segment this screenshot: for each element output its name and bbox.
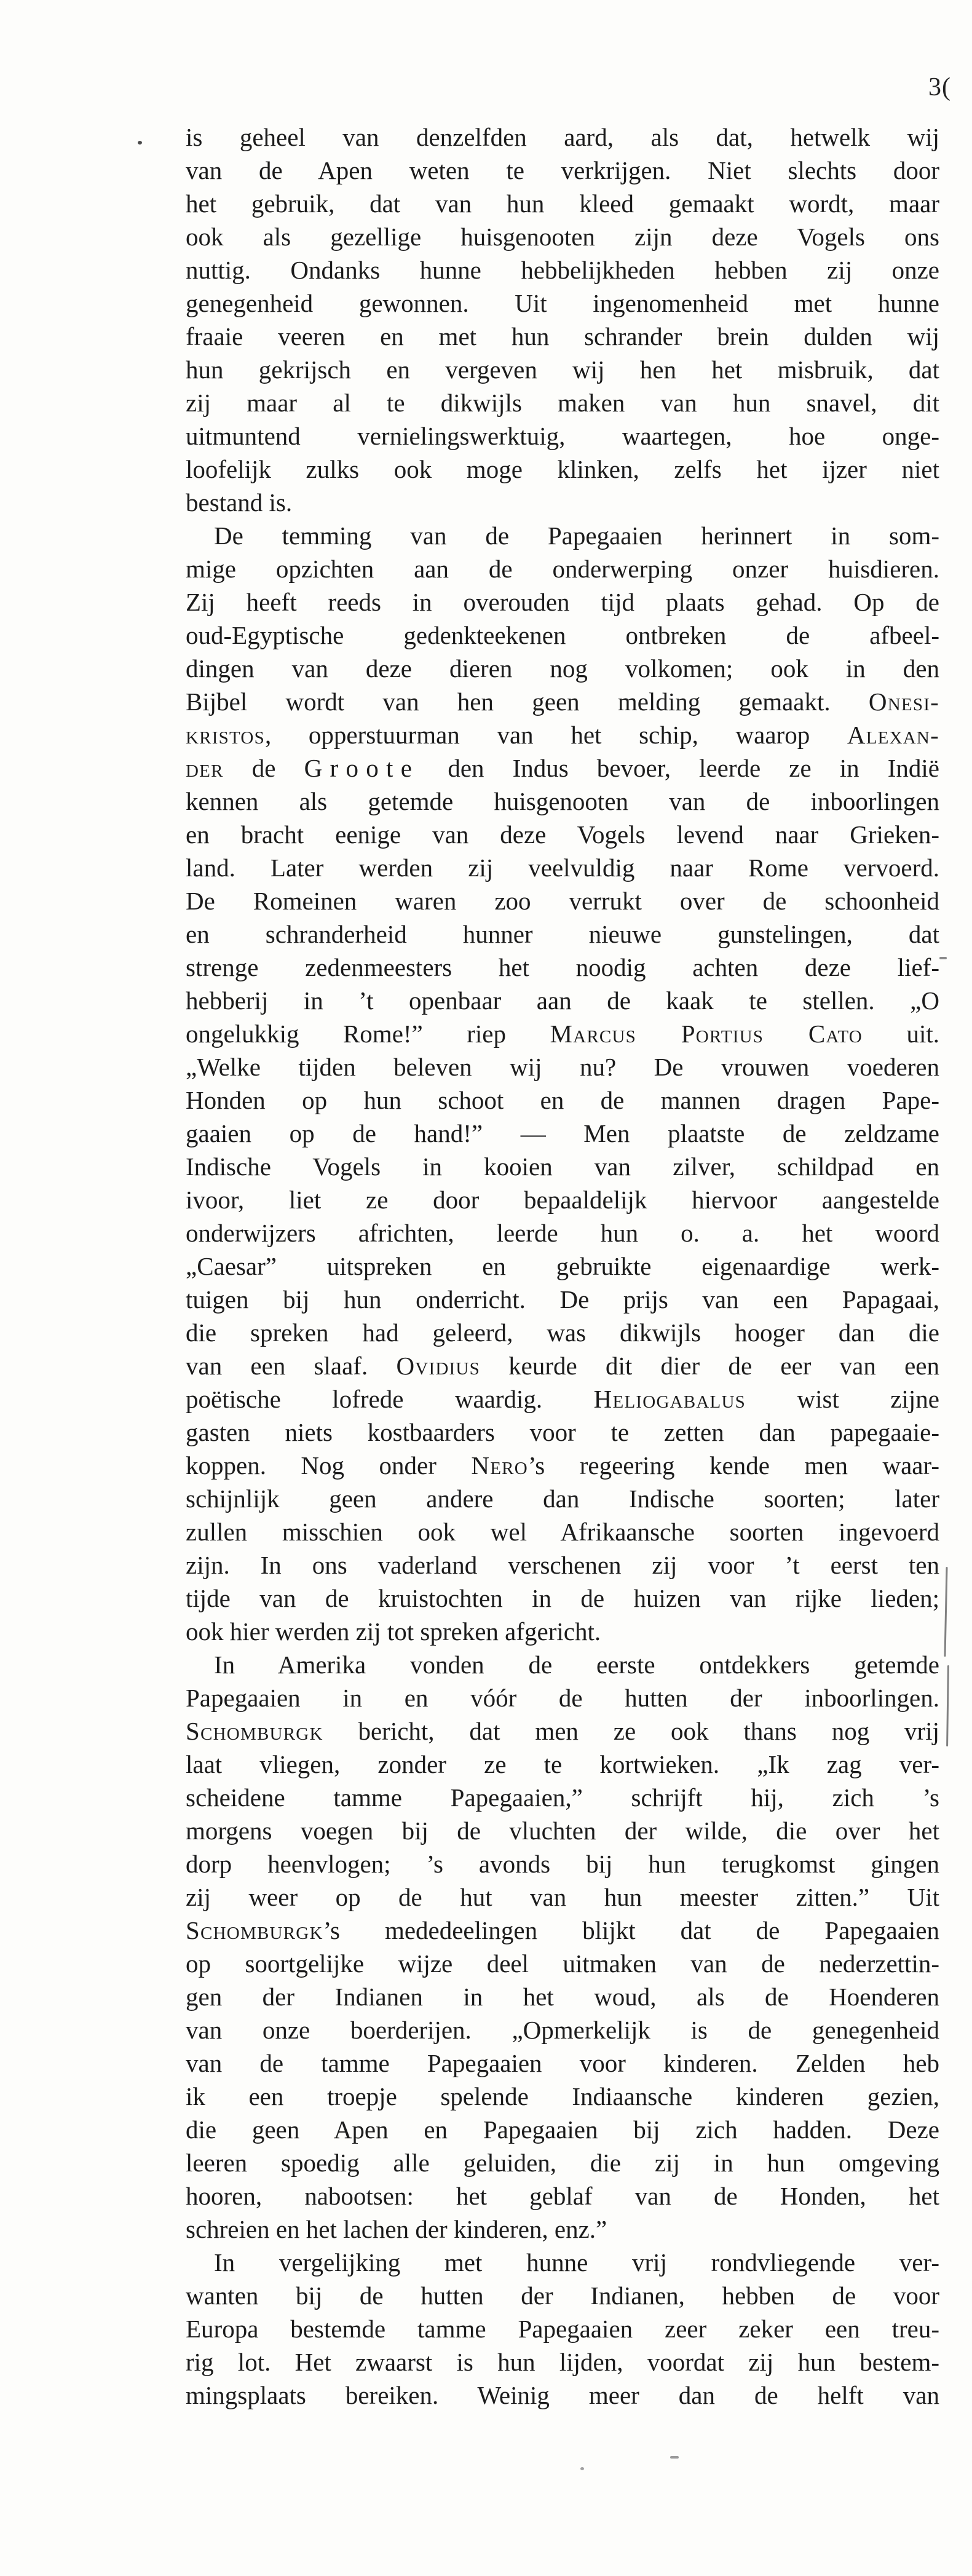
- letterspaced-name: Groote: [304, 754, 420, 782]
- text-segment: hun gekrijsch en vergeven wij hen het misbruik, dat: [186, 355, 939, 384]
- text-segment: gen der Indianen in het woud, als de Hoenderen: [186, 1983, 939, 2011]
- smallcaps-name: Nero: [471, 1451, 528, 1480]
- text-segment: Zij heeft reeds in overouden tijd plaats gehad. Op de: [186, 588, 939, 616]
- text-segment: morgens voegen bij de vluchten der wilde, die over het: [186, 1817, 939, 1845]
- text-line: [186, 785, 939, 818]
- text-line: [186, 685, 939, 718]
- text-line: [186, 1748, 939, 1781]
- text-line: [186, 2379, 939, 2412]
- smallcaps-name: Marcus Portius Cato: [550, 1020, 863, 1048]
- text-line: [186, 1150, 939, 1183]
- text-line: [186, 718, 939, 751]
- text-segment: ik een troepje spelende Indiaansche kinderen gezien,: [186, 2082, 939, 2110]
- text-line: [186, 1814, 939, 1847]
- text-line: [186, 1017, 939, 1050]
- text-segment: Bijbel wordt van hen geen melding gemaakt.: [186, 688, 869, 716]
- text-segment: uitmuntend vernielingswerktuig, waartegen, hoe onge-: [186, 422, 939, 450]
- text-segment: zij maar al te dikwijls maken van hun snavel, dit: [186, 389, 939, 417]
- text-segment: koppen. Nog onder: [186, 1451, 472, 1480]
- text-line: [186, 1316, 939, 1349]
- text-line: [186, 2080, 939, 2113]
- text-segment: ook als gezellige huisgenooten zijn deze Vogels ons: [186, 223, 939, 251]
- text-block: [186, 121, 939, 2412]
- text-segment: bericht, dat men ze ook thans nog vrij: [323, 1717, 939, 1745]
- text-segment: Indische Vogels in kooien van zilver, schildpad en: [186, 1152, 939, 1181]
- text-line: [186, 1449, 939, 1482]
- text-segment: poëtische lofrede waardig.: [186, 1385, 594, 1413]
- text-segment: nuttig. Ondanks hunne hebbelijkheden hebben zij onze: [186, 256, 939, 284]
- text-line: [186, 519, 939, 552]
- text-line: [186, 1050, 939, 1084]
- ink-speck: [670, 2456, 679, 2459]
- text-segment: uit.: [862, 1020, 939, 1048]
- text-line: [186, 320, 939, 353]
- text-line: [186, 1880, 939, 1914]
- text-line: [186, 2179, 939, 2213]
- text-segment: schreien en het lachen der kinderen, enz.”: [186, 2215, 607, 2243]
- ink-speck: [939, 957, 947, 959]
- text-line: [186, 619, 939, 652]
- text-segment: het gebruik, dat van hun kleed gemaakt wordt, maar: [186, 189, 939, 218]
- text-segment: kennen als getemde huisgenooten van de inboorlingen: [186, 787, 939, 815]
- text-line: [186, 585, 939, 619]
- text-line: [186, 1548, 939, 1582]
- text-line: [186, 818, 939, 851]
- text-line: [186, 353, 939, 386]
- text-segment: ook hier werden zij tot spreken afgericht.: [186, 1617, 601, 1646]
- text-line: [186, 1515, 939, 1548]
- text-line: [186, 1084, 939, 1117]
- text-line: [186, 1781, 939, 1814]
- smallcaps-name: Alexan-: [847, 721, 939, 749]
- text-segment: strenge zedenmeesters het noodig achten deze lief-: [186, 953, 939, 981]
- text-line: [186, 1847, 939, 1880]
- text-line: [186, 884, 939, 917]
- text-line: [186, 1615, 939, 1648]
- text-line: [186, 453, 939, 486]
- text-segment: mige opzichten aan de onderwerping onzer huisdieren.: [186, 555, 939, 583]
- text-segment: Honden op hun schoot en de mannen dragen Pape-: [186, 1086, 939, 1114]
- text-segment: hebberij in ’t openbaar aan de kaak te stellen. „O: [186, 986, 939, 1015]
- paragraph: [186, 121, 939, 519]
- smallcaps-name: Onesi-: [868, 688, 939, 716]
- text-segment: dorp heenvlogen; ’s avonds bij hun terugkomst gingen: [186, 1850, 939, 1878]
- text-line: [186, 253, 939, 287]
- text-segment: In Amerika vonden de eerste ontdekkers getemde: [214, 1651, 939, 1679]
- text-segment: ’s mededeelingen blijkt dat de Papegaaien: [323, 1916, 939, 1944]
- smallcaps-name: Schomburgk: [186, 1916, 323, 1944]
- text-line: [186, 1183, 939, 1216]
- text-segment: fraaie veeren en met hun schrander brein dulden wij: [186, 322, 939, 351]
- text-line: [186, 386, 939, 419]
- text-line: [186, 1382, 939, 1416]
- text-line: [186, 1681, 939, 1714]
- text-segment: genegenheid gewonnen. Uit ingenomenheid met hunne: [186, 289, 939, 317]
- text-segment: „Caesar” uitspreken en gebruikte eigenaardige werk-: [186, 1252, 939, 1280]
- text-line: [186, 1914, 939, 1947]
- text-line: [186, 1117, 939, 1150]
- text-segment: tuigen bij hun onderricht. De prijs van een Papagaai,: [186, 1285, 939, 1314]
- text-segment: van een slaaf.: [186, 1352, 397, 1380]
- smallcaps-name: der: [186, 754, 224, 782]
- text-line: [186, 2047, 939, 2080]
- text-line: [186, 951, 939, 984]
- text-line: [186, 2013, 939, 2047]
- text-segment: mingsplaats bereiken. Weinig meer dan de helft van: [186, 2381, 939, 2409]
- paragraph: [186, 519, 939, 1648]
- text-segment: Europa bestemde tamme Papegaaien zeer zeker een treu-: [186, 2315, 939, 2343]
- text-segment: die spreken had geleerd, was dikwijls hooger dan die: [186, 1318, 939, 1347]
- text-line: [186, 486, 939, 519]
- text-line: [186, 1947, 939, 1980]
- text-line: [186, 220, 939, 253]
- text-segment: gaaien op de hand!” — Men plaatste de zeldzame: [186, 1119, 939, 1147]
- text-segment: rig lot. Het zwaarst is hun lijden, voordat zij hun bestem-: [186, 2348, 939, 2376]
- margin-pencil-mark: [946, 1665, 949, 1746]
- text-segment: onderwijzers africhten, leerde hun o. a. het woord: [186, 1219, 939, 1247]
- text-segment: ’s regeering kende men waar-: [527, 1451, 939, 1480]
- text-line: [186, 187, 939, 220]
- text-line: [186, 2113, 939, 2146]
- text-segment: leeren spoedig alle geluiden, die zij in hun omgeving: [186, 2149, 939, 2177]
- text-segment: dingen van deze dieren nog volkomen; ook in den: [186, 654, 939, 683]
- text-segment: en schranderheid hunner nieuwe gunstelingen, dat: [186, 920, 939, 948]
- text-line: [186, 751, 939, 785]
- text-segment: schijnlijk geen andere dan Indische soorten; later: [186, 1484, 939, 1513]
- text-segment: van onze boerderijen. „Opmerkelijk is de genegenheid: [186, 2016, 939, 2044]
- margin-pencil-mark: [944, 1567, 947, 1657]
- text-segment: en bracht eenige van deze Vogels levend naar Grieken-: [186, 820, 939, 849]
- text-segment: bestand is.: [186, 488, 293, 517]
- paragraph: [186, 1648, 939, 2246]
- text-segment: Papegaaien in en vóór de hutten der inboorlingen.: [186, 1684, 939, 1712]
- text-line: [186, 287, 939, 320]
- text-line: [186, 917, 939, 951]
- smallcaps-name: Ovidius: [396, 1352, 480, 1380]
- smallcaps-name: kristos: [186, 721, 265, 749]
- text-line: [186, 1416, 939, 1449]
- text-line: [186, 121, 939, 154]
- text-segment: „Welke tijden beleven wij nu? De vrouwen voederen: [186, 1053, 939, 1081]
- text-segment: de: [223, 754, 304, 782]
- text-line: [186, 1582, 939, 1615]
- text-segment: De temming van de Papegaaien herinnert in som-: [214, 521, 939, 550]
- text-segment: op soortgelijke wijze deel uitmaken van de nederzettin-: [186, 1949, 939, 1978]
- text-segment: loofelijk zulks ook moge klinken, zelfs het ijzer niet: [186, 455, 939, 483]
- text-segment: In vergelijking met hunne vrij rondvliegende ver-: [214, 2248, 939, 2277]
- text-line: [186, 1250, 939, 1283]
- text-line: [186, 419, 939, 453]
- text-line: [186, 2146, 939, 2179]
- text-line: [186, 2312, 939, 2345]
- text-segment: wanten bij de hutten der Indianen, hebben de voor: [186, 2281, 939, 2310]
- smallcaps-name: Schomburgk: [186, 1717, 323, 1745]
- text-line: [186, 2345, 939, 2379]
- text-segment: van de Apen weten te verkrijgen. Niet slechts door: [186, 156, 939, 184]
- ink-speck: [580, 2467, 584, 2470]
- text-segment: is geheel van denzelfden aard, als dat, hetwelk wij: [186, 123, 939, 151]
- text-segment: van de tamme Papegaaien voor kinderen. Zelden heb: [186, 2049, 939, 2077]
- text-segment: die geen Apen en Papegaaien bij zich hadden. Deze: [186, 2115, 939, 2144]
- text-line: [186, 2279, 939, 2312]
- text-line: [186, 1714, 939, 1748]
- text-line: [186, 1283, 939, 1316]
- text-line: [186, 652, 939, 685]
- text-line: [186, 2213, 939, 2246]
- text-line: [186, 1980, 939, 2013]
- text-line: [186, 851, 939, 884]
- text-line: [186, 1216, 939, 1250]
- text-segment: zij weer op de hut van hun meester zitten.” Uit: [186, 1883, 939, 1911]
- ink-speck: [138, 141, 142, 145]
- paragraph: [186, 2246, 939, 2412]
- text-segment: scheidene tamme Papegaaien,” schrijft hij, zich ’s: [186, 1783, 939, 1812]
- text-segment: , opperstuurman van het schip, waarop: [264, 721, 847, 749]
- text-segment: tijde van de kruistochten in de huizen van rijke lieden;: [186, 1584, 939, 1612]
- text-line: [186, 552, 939, 585]
- smallcaps-name: Heliogabalus: [593, 1385, 746, 1413]
- page-number: 3(: [928, 73, 951, 101]
- text-segment: zullen misschien ook wel Afrikaansche soorten ingevoerd: [186, 1518, 939, 1546]
- text-segment: wist zijne: [746, 1385, 939, 1413]
- text-segment: den Indus bevoer, leerde ze in Indië: [419, 754, 939, 782]
- text-segment: land. Later werden zij veelvuldig naar Rome vervoerd.: [186, 854, 939, 882]
- text-line: [186, 984, 939, 1017]
- text-segment: hooren, nabootsen: het geblaf van de Honden, het: [186, 2182, 939, 2210]
- text-segment: oud-Egyptische gedenkteekenen ontbreken de afbeel-: [186, 621, 939, 649]
- text-segment: ongelukkig Rome!” riep: [186, 1020, 550, 1048]
- text-segment: zijn. In ons vaderland verschenen zij voor ’t eerst ten: [186, 1551, 939, 1579]
- text-line: [186, 1648, 939, 1681]
- text-segment: De Romeinen waren zoo verrukt over de schoonheid: [186, 887, 939, 915]
- text-segment: gasten niets kostbaarders voor te zetten dan papegaaie-: [186, 1418, 939, 1446]
- text-line: [186, 154, 939, 187]
- text-line: [186, 1349, 939, 1382]
- text-segment: laat vliegen, zonder ze te kortwieken. „Ik zag ver-: [186, 1750, 939, 1778]
- text-line: [186, 1482, 939, 1515]
- text-segment: ivoor, liet ze door bepaaldelijk hiervoor aangestelde: [186, 1186, 939, 1214]
- text-line: [186, 2246, 939, 2279]
- text-segment: keurde dit dier de eer van een: [480, 1352, 939, 1380]
